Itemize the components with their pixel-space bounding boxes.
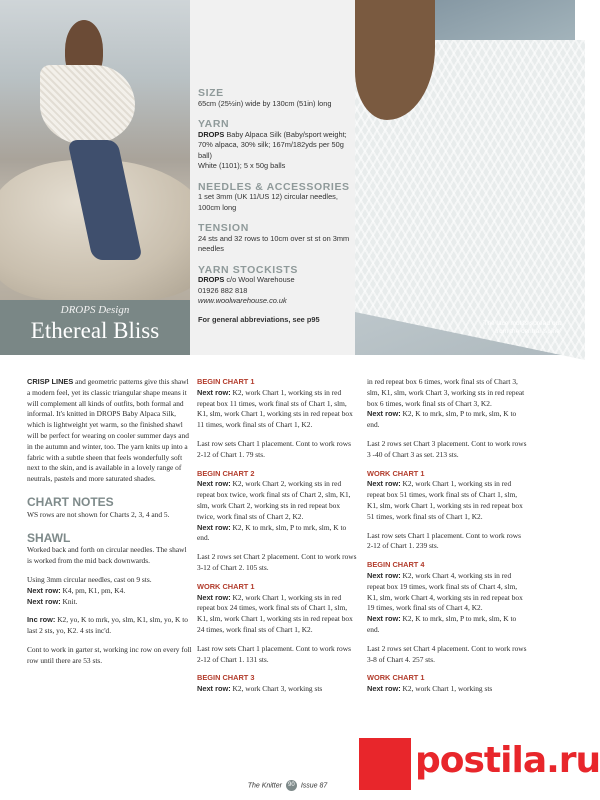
stock-url: www.woolwarehouse.co.uk: [198, 296, 287, 305]
size-text: 65cm (25½in) wide by 130cm (51in) long: [198, 98, 332, 108]
design-title: Ethereal Bliss: [30, 318, 160, 343]
next-row-label: Next row:: [367, 684, 401, 694]
next-row-2: Knit.: [62, 596, 78, 606]
continue-paragraph: Cont to work in garter st, working inc row on every foll row until there are 53 sts.: [27, 644, 192, 665]
work-chart-1-row-3: [367, 684, 527, 695]
needles-text: 1 set 3mm (UK 11/US 12) circular needles, 100cm long: [198, 192, 338, 212]
shawl-heading: SHAWL: [27, 530, 71, 545]
yarn-heading: YARN: [198, 118, 230, 130]
watermark-text: postila.ru: [415, 740, 600, 781]
chart-2-row-text: K2, work Chart 2, working sts in red repeat box twice, work final sts of Chart 2, slm, K1, slm, work Chart 2, working sts in red repeat box twice, work final sts of Chart 2, K2.: [197, 479, 351, 521]
model-figure: [40, 20, 130, 250]
tension-text: 24 sts and 32 rows to 10cm over st st on 3mm needles: [198, 233, 350, 253]
chart-4-row-text: K2, work Chart 4, working sts in red repeat box 19 times, work final sts of Chart 4, slm, K1, slm, work Chart 4, working sts in red repeat box 19 times, work final sts of Chart 4, K2.: [367, 570, 523, 613]
intro-paragraph: [27, 377, 192, 485]
begin-chart-1-heading: BEGIN CHART 1: [197, 377, 255, 386]
inc-row-label: Inc row:: [27, 615, 56, 625]
chart-1-row-text: K2, work Chart 1, working sts in red repeat box 11 times, work final sts of Chart 1, slm, K1, slm, work Chart 1, working sts in red repeat box 11 times, work final sts of Chart 1, K2.: [197, 387, 353, 430]
shawl-shape: [40, 65, 135, 145]
inc-row-paragraph: [27, 615, 192, 637]
cast-on-text: Using 3mm circular needles, cast on 9 sts.: [27, 574, 152, 584]
column-2: [197, 377, 357, 703]
design-label: DROPS Design: [60, 304, 130, 316]
chart-notes-heading: CHART NOTES: [27, 494, 114, 509]
abbreviations-note: For general abbreviations, see p95: [198, 314, 320, 324]
work-chart-1-row: [197, 593, 357, 636]
intro-text: and geometric patterns give this shawl a modern feel, yet its classic triangular shape means it will complement all kinds of outfits, both formal and informal. It's knitted in DROPS Baby Alpaca Silk, which is lightweight yet warm, so the finished shawl will be perfect for wearing on cooler summer days and in the autumn and winter, too. The yarn knits up into a fabric with a subtle sheen that feels wonderfully soft next to the skin, and is available in a lovely range of neutrals, pastels and more saturated shades.: [27, 377, 189, 484]
next-row-label: Next row:: [367, 614, 401, 624]
info-panel: [190, 0, 355, 355]
chart-4-row: [367, 571, 527, 636]
begin-chart-4-heading: BEGIN CHART 4: [367, 560, 425, 570]
stock-brand: DROPS: [198, 275, 225, 284]
stockists-heading: YARN STOCKISTS: [198, 263, 299, 276]
yarn-brand: DROPS: [198, 129, 225, 139]
stock-phone: 01926 882 818: [198, 285, 248, 295]
chart-3-row-text-2: K2, K to mrk, slm, P to mrk, slm, K to end.: [367, 409, 517, 430]
watermark-logo-icon: [359, 738, 411, 790]
tension-heading: TENSION: [198, 222, 249, 234]
page-number: 90: [286, 780, 297, 791]
yarn-colour: White (1101); 5 x 50g balls: [198, 161, 286, 170]
next-row-label: Next row:: [367, 409, 401, 419]
next-row-label: Next row:: [197, 387, 231, 397]
chart-notes-text: WS rows are not shown for Charts 2, 3, 4 and 5.: [27, 509, 170, 519]
work-chart-1-row-text: K2, work Chart 1, working sts in red repeat box 24 times, work final sts of Chart 1, slm, K1, slm, work Chart 1, working sts in red repeat box 24 times, work final sts of Chart 1, K2.: [197, 592, 353, 634]
chart-4-row-text-2: K2, K to mrk, slm, P to mrk, slm, K to end.: [367, 614, 517, 634]
inc-row-text: K2, yo, K to mrk, yo, slm, K1, slm, yo, K to last 2 sts, yo, K2. 4 sts inc'd.: [27, 615, 188, 636]
size-heading: SIZE: [198, 87, 224, 99]
next-row-label: Next row:: [367, 479, 401, 489]
chart-3-row-cont-text: in red repeat box 6 times, work final sts of Chart 3, slm, K1, slm, work Chart 3, working sts in red repeat box 6 times, work final sts of Chart 3, K2.: [367, 377, 525, 408]
watermark: [355, 730, 600, 800]
next-row-label: Next row:: [197, 479, 231, 489]
work-chart-1-row-3-text: K2, work Chart 1, working sts: [402, 684, 493, 694]
work-chart-1-placement: Last row sets Chart 1 placement. Cont to work rows 2-12 of Chart 1. 131 sts.: [197, 643, 351, 664]
lace-detail-photo: [355, 0, 575, 355]
next-row-label: Next row:: [197, 522, 231, 532]
chart-1-row: [197, 388, 357, 431]
magazine-name: The Knitter: [247, 782, 282, 790]
next-row-1: K4, pm, K1, pm, K4.: [62, 585, 126, 595]
chart-2-row-text-2: K2, K to mrk, slm, P to mrk, slm, K to end.: [197, 522, 347, 543]
shawl-text: Worked back and forth on circular needles. The shawl is worked from the mid back downwards.: [27, 545, 187, 566]
stock-line-1: c/o Wool Warehouse: [226, 275, 295, 284]
chart-3-row: [197, 684, 357, 695]
work-chart-1-heading: WORK CHART 1: [197, 581, 255, 591]
work-chart-1-row-2-text: K2, work Chart 1, working sts in red repeat box 51 times, work final sts of Chart 1, slm, K1, slm, work Chart 1, working sts in red repeat box 51 times, work final sts of Chart 1, K2.: [367, 479, 523, 521]
chart-3-row-cont: [367, 377, 527, 431]
cast-on-paragraph: [27, 575, 192, 607]
work-chart-1-heading-3: WORK CHART 1: [367, 673, 425, 683]
yarn-text: [198, 130, 358, 172]
work-chart-1-row-2: [367, 479, 527, 522]
photo-caption: The lace motifs spread out from the central 'spine': [483, 320, 561, 335]
intro-lead: CRISP LINES: [27, 377, 74, 386]
yarn-desc: Baby Alpaca Silk (Baby/sport weight; 70% alpaca, 30% silk; 167m/182yds per 50g ball): [198, 129, 347, 160]
work-chart-1-heading-2: WORK CHART 1: [367, 468, 425, 478]
column-1: [27, 377, 192, 675]
chart-1-placement: Last row sets Chart 1 placement. Cont to work rows 2-12 of Chart 1. 79 sts.: [197, 438, 351, 459]
next-row-label: Next row:: [27, 585, 61, 595]
begin-chart-2-heading: BEGIN CHART 2: [197, 468, 255, 478]
chart-2-row: [197, 479, 357, 544]
work-chart-1-placement-2: Last row sets Chart 1 placement. Cont to work rows 2-12 of Chart 1. 239 sts.: [367, 530, 521, 551]
issue-number: Issue 87: [300, 782, 328, 790]
begin-chart-3-heading: BEGIN CHART 3: [197, 673, 255, 683]
chart-3-row-text: K2, work Chart 3, working sts: [232, 684, 323, 694]
needles-heading: NEEDLES & ACCESSORIES: [198, 180, 350, 193]
stockists-text: [198, 275, 358, 307]
chart-2-placement: Last 2 rows set Chart 2 placement. Cont to work rows 3-12 of Chart 2. 105 sts.: [197, 552, 357, 572]
next-row-label: Next row:: [197, 684, 231, 694]
chart-4-placement: Last 2 rows set Chart 4 placement. Cont to work rows 3-8 of Chart 4. 257 sts.: [367, 643, 527, 664]
next-row-label: Next row:: [197, 592, 231, 602]
next-row-label: Next row:: [27, 596, 61, 606]
column-3: [367, 377, 527, 703]
next-row-label: Next row:: [367, 570, 401, 580]
chart-3-placement: Last 2 rows set Chart 3 placement. Cont to work rows 3 -40 of Chart 3 as set. 213 sts.: [367, 438, 527, 459]
